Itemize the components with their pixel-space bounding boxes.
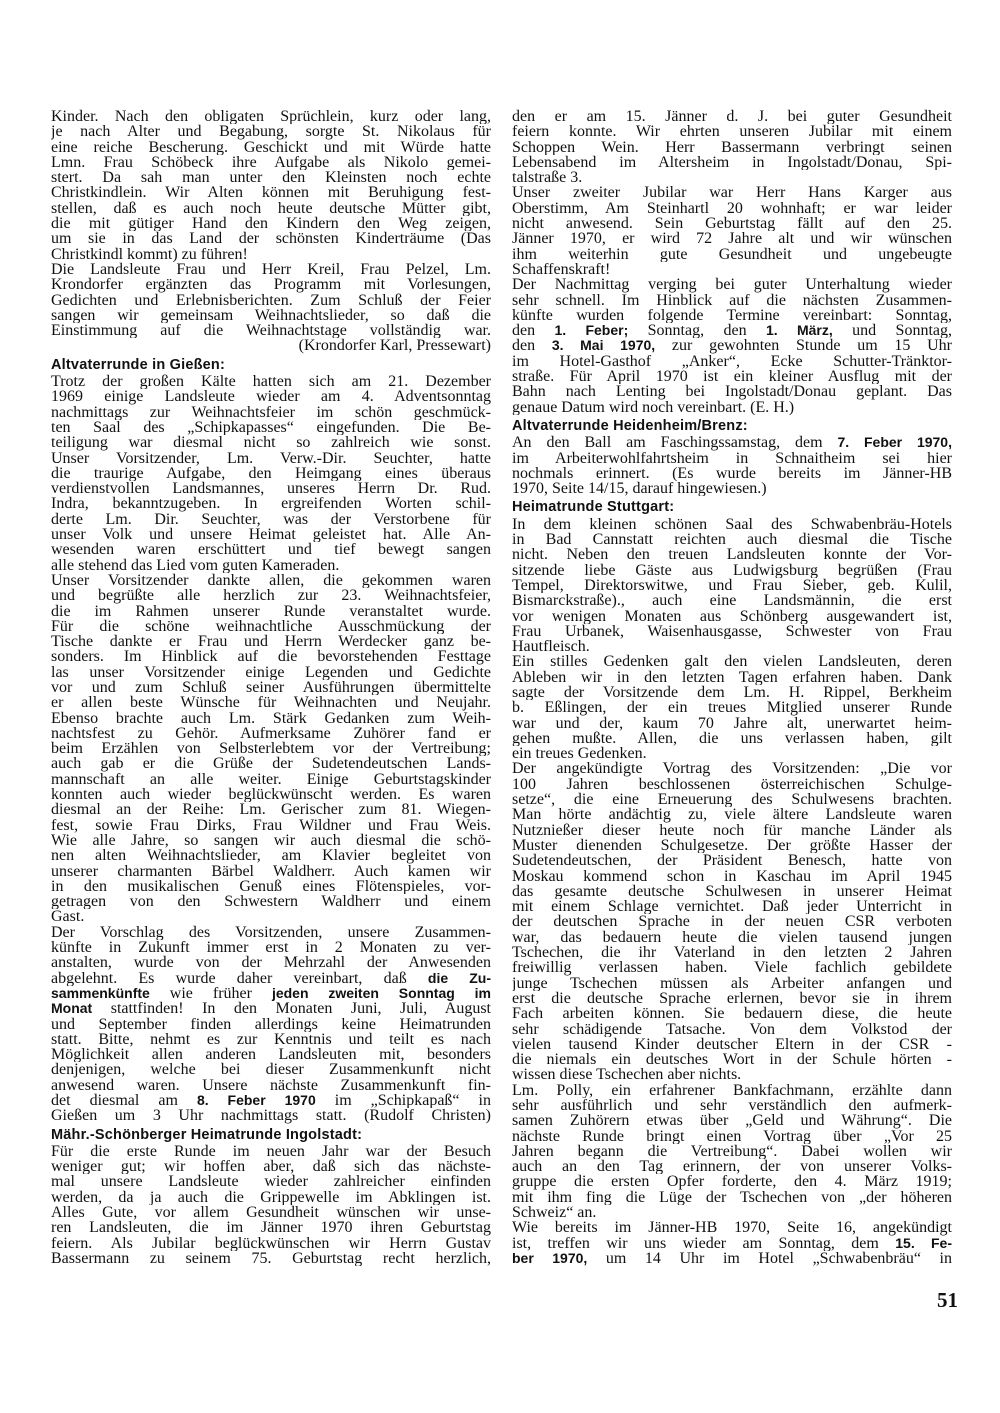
text-line: Ableben wir in den letzten Tagen erfahren haben. Dank [512,669,952,685]
text-line: nächste Runde bringt einen Vortrag über „Vor 25 [512,1128,952,1144]
text-line: erst die deutsche Sprache erlernen, bevor sie in ihrem [512,990,952,1007]
text-line: Moskau kommend schon in Kaschau im April 1945 [512,868,952,884]
text-segment: ist, treffen wir uns wieder am Sonntag, dem [512,1235,896,1251]
text-line: Schaffenskraft! [512,261,611,278]
text-line: nochmals erinnert. (Es wurde bereits im Jänner-HB [512,465,952,482]
text-line: mit einem Schlage vernichtet. Daß jeder Unterricht in [512,899,952,915]
text-line: 1969 einige Landsleute wieder am 4. Adventsonntag [51,389,491,405]
text-line [512,435,952,450]
text-line: feiern konnte. Wir ehrten unseren Jubilar mit einem [512,124,952,140]
text-line: das gesamte deutsche Schulwesen in unserer Heimat [512,883,952,900]
text-line: Gießen um 3 Uhr nachmittags statt. (Rudolf Christen) [51,1108,491,1124]
text-line: Kinder. Nach den obligaten Sprüchlein, kurz oder lang, [51,109,491,125]
text-line: Gast. [51,909,85,925]
text-line: je nach Alter und Begabung, sorgte St. Nikolaus für [51,124,491,140]
text-line: vor und zum Schluß seiner Ausführungen übermittelte [51,679,491,696]
text-line: Schoppen Wein. Herr Bassermann verbringt seinen [512,139,952,155]
text-line: nachmittags zur Weihnachtsfeier im schön geschmück- [51,404,491,420]
text-segment: Sonntag, den [628,323,766,339]
section-heading [512,419,952,434]
text-line: eine reiche Bescherung. Geschickt und mit Würde hatte [51,139,491,155]
text-segment: den [512,323,555,339]
bold-text-segment: Monat [51,1001,93,1017]
text-line: freiwillig verlassen haben. Viele fachlich gebildete [512,960,952,976]
text-line: Sudetendeutschen, der Präsident Benesch, hatte von [512,853,952,869]
text-line: Ebenso brachte auch Lm. Stärk Gedanken zum Weih- [51,710,491,726]
bold-text-segment: 1. März, [766,323,833,339]
text-line: Fach arbeiten können. Sie bedauern diese, die heute [512,1006,952,1022]
text-line: wesenden waren erschüttert und tief bewegt sangen [51,542,491,558]
paragraph [51,573,491,925]
text-line: künfte wurden folgende Termine vereinbart: Sonntag, [512,307,952,324]
text-line: vor wenigen Monaten aus Schönberg ausgewandert ist, [512,608,952,624]
text-line [51,971,491,986]
text-line: Bismarckstraße)., auch eine Landsmännin, die erst [512,593,952,609]
text-line [51,1001,491,1016]
bold-text-segment: jeden zweiten Sonntag im [271,985,491,1001]
text-line: stellen, daß es auch noch heute deutsche Mütter gibt, [51,200,491,217]
page-number: 51 [937,1288,958,1312]
text-line: Tempel, Direktorswitwe, und Frau Sieber, geb. Kulil, [512,577,952,594]
text-line: Man hörte andächtig zu, viele ältere Landsleute waren [512,807,952,823]
section-heading [512,500,952,515]
text-line: um sie in das Land der schönsten Kinderträume (Das [51,231,491,247]
text-line: Trotz der großen Kälte hatten sich am 21. Dezember [51,374,491,390]
text-line: nachtsfest zu Gehör. Aufmerksame Zuhörer fand er [51,725,491,742]
text-line: Indra, bekanntzugeben. In ergreifenden Worten schil- [51,496,491,512]
text-line: sehr schnell. Im Hinblick auf die nächsten Zusammen- [512,292,952,308]
text-line: sitzende liebe Gäste aus Ludwigsburg begrüßen (Frau [512,562,952,578]
paragraph [51,925,491,1124]
text-line [51,986,491,1001]
text-line: ihm weiterhin gute Gesundheit und ungebeugte [512,246,952,262]
paragraph [51,109,491,262]
text-line: Frau Urbanek, Waisenhausgasse, Schwester von Frau [512,623,952,640]
text-segment: im „Schipkapaß“ in [315,1093,491,1109]
heading-text: Heimatrunde Stuttgart: [512,499,675,516]
bold-text-segment: ber 1970, [512,1250,588,1266]
text-line: ten Saal des „Schipkapasses“ eingefunden. Die Be- [51,419,491,436]
text-segment: und Sonntag, [832,323,952,339]
text-line: Ein stilles Gedenken galt den vielen Landsleuten, deren [512,654,952,670]
text-line: Unser Vorsitzender, Lm. Verw.-Dir. Seuchter, hatte [51,450,491,466]
text-line: sangen wir gemeinsam Weihnachtslieder, so daß die [51,307,491,324]
paragraph [512,109,952,185]
text-line: war und der, kaum 70 Jahre alt, unerwartet heim- [512,715,952,731]
text-line: b. Eßlingen, der ein treues Mitglied unserer Runde [512,700,952,716]
text-line: In dem kleinen schönen Saal des Schwabenbräu-Hotels [512,516,952,533]
text-line: diesmal an der Reihe: Lm. Gerischer zum 81. Wiegen- [51,802,491,818]
text-line: getragen von den Schwestern Waldherr und einem [51,894,491,910]
text-line: Wie bereits im Jänner-HB 1970, Seite 16, angekündigt [512,1220,952,1236]
text-line: Möglichkeit allen anderen Landsleuten mit, besonders [51,1047,491,1063]
text-line: 100 Jahren beschlossenen österreichischen Schulge- [512,776,952,793]
text-line: sagte der Vorsitzende dem Lm. H. Rippel, Berkheim [512,684,952,701]
text-line: sonders. Im Hinblick auf die bevorstehenden Festtage [51,649,491,665]
text-line: 1970, Seite 14/15, darauf hingewiesen.) [512,481,767,497]
text-line: er allen beste Wünsche für Weihnachten und Neujahr. [51,695,491,711]
text-line: in Bad Cannstatt reichten auch diesmal die Tische [512,532,952,548]
text-line [51,1093,491,1108]
text-line [512,323,952,338]
paragraph [51,262,491,338]
text-line: Der Nachmittag verging bei guter Unterhaltung wieder [512,277,952,293]
text-line: teiligung war diesmal nicht so zahlreich wie sonst. [51,435,491,451]
bold-text-segment: 7. Feber 1970, [837,435,952,451]
text-line: weniger gut; wir hoffen aber, daß sich das nächste- [51,1159,491,1175]
text-line [512,1236,952,1251]
paragraph [51,374,491,573]
text-line: Schweiz“ an. [512,1205,597,1221]
paragraph [512,517,952,655]
heading-text: Altvaterrunde in Gießen: [51,356,225,373]
text-line [512,1251,952,1266]
text-line: war, das bedauern heute die vielen tausend jungen [512,929,952,946]
text-line: die im Rahmen unserer Runde veranstaltet wurde. [51,603,491,619]
text-line: feiern. Als Jubilar beglückwünschen wir Herrn Gustav [51,1235,491,1251]
section-heading [51,358,491,373]
text-segment: abgelehnt. Es wurde daher vereinbart, daß [51,970,428,986]
text-line: der deutschen Sprache in der neuen CSR verboten [512,914,952,930]
bold-text-segment: die Zu- [427,970,491,986]
text-line: (Krondorfer Karl, Pressewart) [298,338,491,354]
text-line: nen alten Weihnachtslieder, am Klavier begleitet von [51,848,491,864]
text-line: denjenigen, welche bei dieser Zusammenkunft nicht [51,1062,491,1078]
paragraph [512,761,952,1082]
text-line: Der angekündigte Vortrag des Vorsitzenden: „Die vor [512,761,952,777]
text-line: Lmn. Frau Schöbeck ihre Aufgabe als Nikolo gemei- [51,154,491,171]
text-line: ren Landsleuten, die im Jänner 1970 ihren Geburtstag [51,1220,491,1236]
text-line: genaue Datum wird noch vereinbart. (E. H.) [512,399,795,415]
text-line: mal unsere Landsleute wieder zahlreicher einfinden [51,1174,491,1190]
bold-text-segment: 15. Fe- [895,1235,952,1251]
text-line: und begrüßte alle herzlich zur 23. Weihnachtsfeier, [51,588,491,604]
text-line: Krondorfer ergänzten das Programm mit Vorlesungen, [51,277,491,293]
text-line: Unser zweiter Jubilar war Herr Hans Karger aus [512,185,952,201]
text-line: las unser Vorsitzender einige Legenden und Gedichte [51,664,491,680]
text-line: werden, da ja auch die Grippewelle im Abklingen ist. [51,1189,491,1206]
paragraph [512,185,952,277]
text-line: im Arbeiterwohlfahrtsheim in Schnaitheim sei hier [512,450,952,466]
text-line: Oberstimm, Am Steinhartl 20 wohnhaft; er war leider [512,200,952,217]
section-heading [51,1128,491,1143]
text-line: unserer charmanten Bärbel Waldherr. Auch kamen wir [51,863,491,879]
paragraph [512,1220,952,1266]
bold-text-segment: 3. Mai 1970, [551,338,656,354]
text-line: gruppe die ersten Opfer forderte, den 4. März 1919; [512,1174,952,1190]
text-line: künfte in Zukunft immer erst in 2 Monaten zu ver- [51,940,491,956]
text-line: Einstimmung auf die Weihnachtstage vollständig war. [51,323,491,339]
text-line: anwesend waren. Unsere nächste Zusammenkunft fin- [51,1077,491,1093]
bold-text-segment: 1. Feber; [554,323,629,339]
text-line: verdienstvollen Landsmannes, unseres Herrn Dr. Rud. [51,481,491,497]
text-segment: wie früher [149,985,272,1002]
text-line: nicht. Neben den treuen Landsleuten konnte der Vor- [512,547,952,563]
text-line: ein treues Gedenken. [512,746,647,762]
text-line: beim Erzählen von Selbsterlebtem vor der Vertreibung; [51,741,491,757]
text-line: Wie alle Jahre, so sangen wir auch diesmal die schö- [51,832,491,849]
text-line: auch gab er die Grüße der Sudetendeutschen Lands- [51,756,491,772]
right-column [512,109,952,1266]
text-segment: den [512,338,552,354]
text-line: mit ihm fing die Lüge der Tschechen von „der höheren [512,1189,952,1206]
text-line: Bahn nach Lenting bei Ingolstadt/Donau geplant. Das [512,384,952,400]
text-line: Die Landsleute Frau und Herr Kreil, Frau Pelzel, Lm. [51,261,491,278]
text-line: in den musikalischen Genuß eines Flötenspieles, vor- [51,878,491,895]
text-line: Für die erste Runde im neuen Jahr war der Besuch [51,1143,491,1160]
text-line: Gedichten und Erlebnisberichten. Zum Schluß der Feier [51,292,491,308]
text-line: im Hotel-Gasthof „Anker“, Ecke Schutter-Tränktor- [512,353,952,370]
text-line: unser Volk und unsere Heimat geleistet hat. Alle An- [51,527,491,543]
text-line: gehen mußte. Allen, die uns verlassen haben, gilt [512,730,952,747]
text-line: Alles Gute, vor allem Gesundheit wünschen wir unse- [51,1205,491,1221]
text-line: Für die schöne weihnachtliche Ausschmückung der [51,618,491,635]
text-line: derte Lm. Dir. Seuchter, was der Verstorbene für [51,511,491,528]
paragraph [512,654,952,761]
paragraph [512,435,952,496]
text-line: die traurige Aufgabe, den Heimgang eines überaus [51,465,491,482]
paragraph [512,277,952,415]
text-line: Jahren begann die Vertreibung“. Dabei wollen wir [512,1143,952,1160]
text-line: den er am 15. Jänner d. J. bei guter Gesundheit [512,109,952,125]
text-line: samen Zuhörern etwas über „Geld und Währung“. Die [512,1113,952,1129]
text-line: Nutznießer dieser heute noch für manche Länder als [512,822,952,838]
text-line: stert. Da sah man unter den Kleinsten noch echte [51,170,491,186]
text-line: junge Tschechen müssen als Arbeiter anfangen und [512,975,952,991]
text-line: Lm. Polly, ein erfahrener Bankfachmann, erzählte dann [512,1082,952,1098]
text-line: Tschechen, die ihr Vaterland in den letzten 2 Jahren [512,945,952,961]
text-line: konnten auch wieder beglückwünscht werden. Es waren [51,787,491,803]
heading-text: Altvaterrunde Heidenheim/Brenz: [512,417,748,434]
signature [51,338,491,353]
text-line: nicht anwesend. Sein Geburtstag fällt auf den 25. [512,216,952,232]
text-line: fest, sowie Frau Dirks, Frau Wildner und Frau Weis. [51,817,491,833]
text-line: Jänner 1970, er wird 72 Jahre alt und wir wünschen [512,231,952,247]
text-segment: An den Ball am Faschingssamstag, dem [512,435,838,451]
paragraph [51,1144,491,1266]
text-line: Christkindlein. Wir Alten können mit Beruhigung fest- [51,185,491,201]
text-line: auch an den Tag erinnern, der von unserer Volks- [512,1159,952,1175]
text-line: Tische dankte er Frau und Herrn Werdecker ganz be- [51,634,491,650]
text-line: Der Vorschlag des Vorsitzenden, unsere Zusammen- [51,924,491,941]
text-line: sehr schädigende Tatsache. Von dem Volkstod der [512,1021,952,1037]
text-line: alle stehend das Lied vom guten Kameraden. [51,557,340,573]
text-segment: um 14 Uhr im Hotel „Schwabenbräu“ in [587,1250,952,1267]
paragraph [512,1083,952,1221]
text-segment: det diesmal am [51,1093,197,1109]
text-line: anstalten, wurde von der Mehrzahl der Anwesenden [51,955,491,971]
text-line [512,338,952,353]
text-line: vielen tausend Kinder deutscher Eltern in der CSR - [512,1036,952,1053]
bold-text-segment: 8. Feber 1970 [196,1093,316,1108]
text-line: mannschaft an alle weiter. Einige Geburtstagskinder [51,771,491,788]
left-column [51,109,491,1266]
text-line: Lebensabend im Altersheim in Ingolstadt/Donau, Spi- [512,154,952,171]
text-line: Muster dienenden Schulgesetze. Der größte Hasser der [512,837,952,854]
text-line: die niemals ein deutsches Wort in der Schule hörten - [512,1052,952,1068]
text-line: Hautfleisch. [512,639,590,655]
text-line: talstraße 3. [512,170,583,186]
text-line: statt. Bitte, nehmt es zur Kenntnis und teilt es nach [51,1031,491,1048]
text-line: Unser Vorsitzender dankte allen, die gekommen waren [51,572,491,589]
text-line: die mit gütiger Hand den Kindern den Weg zeigen, [51,216,491,232]
text-line: straße. Für April 1970 ist ein kleiner Ausflug mit der [512,369,952,385]
text-line: Bassermann zu seinem 75. Geburtstag recht herzlich, [51,1250,491,1267]
text-line: Christkindl kommt) zu führen! [51,246,248,262]
text-segment: zur gewohnten Stunde um 15 Uhr [655,338,952,354]
heading-text: Mähr.-Schönberger Heimatrunde Ingolstadt: [51,1126,363,1143]
text-line: und September finden allerdings keine Heimatrunden [51,1016,491,1032]
text-line: wissen diese Tschechen aber nichts. [512,1067,742,1083]
text-line: setze“, die eine Erneuerung des Schulwesens brachten. [512,792,952,808]
bold-text-segment: sammenkünfte [51,985,150,1001]
text-line: sehr ausführlich und sehr verständlich den aufmerk- [512,1098,952,1114]
text-segment: stattfinden! In den Monaten Juni, Juli, August [92,1001,491,1017]
